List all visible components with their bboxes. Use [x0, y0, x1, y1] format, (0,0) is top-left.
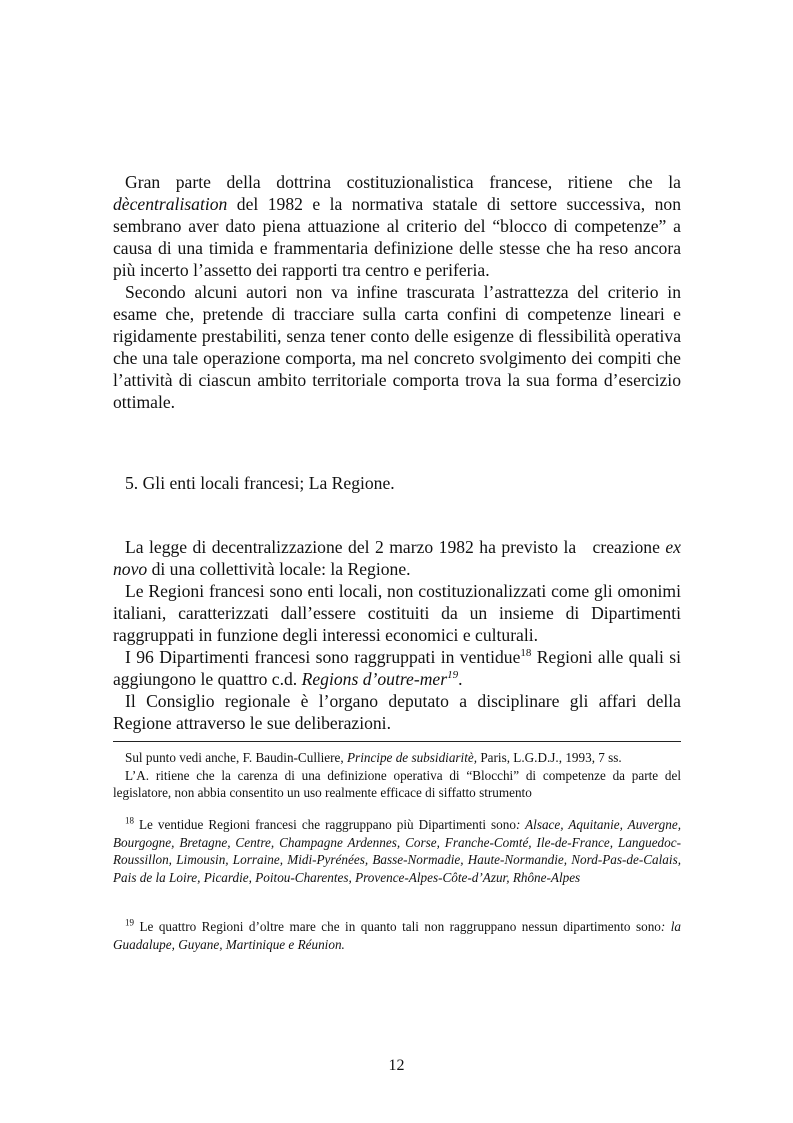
section-body-intro [113, 171, 681, 413]
text-run: Gran parte della dottrina costituzionalistica francese, ritiene che la [125, 172, 681, 192]
italic-list: : Alsace, Aquitanie, Auvergne, Bourgogne, Bretagne, Centre, Champagne Ardennes, Corse, Franche-Comté, Ile-de-France, Languedoc-Roussillon, Limousin, Lorraine, Midi-Pyrénées, Basse-Normadie, Haute-Normandie, Nord-Pas-de-Calais, Pais de la Loire, Picardie, Poitou-Charentes, Provence-Alpes-Côte-d’Azur, Rhône-Alpes [113, 817, 681, 885]
text-run: Regioni alle quali si aggiungono le quattro c.d. [113, 647, 681, 689]
text-run: La legge di decentralizzazione del 2 marzo 1982 ha previsto la creazione [125, 537, 666, 557]
footnote-line [113, 918, 681, 953]
footnote [113, 749, 681, 802]
text-run: di una collettività locale: la Regione. [147, 559, 411, 579]
footnote-ref[interactable]: 18 [520, 647, 532, 660]
footnote-line: L’A. ritiene che la carenza di una definizione operativa di “Blocchi” di competenze da parte del legislatore, non abbia consentito un uso realmente efficace di siffatto strumento [113, 767, 681, 800]
paragraph: Secondo alcuni autori non va infine trascurata l’astrattezza del criterio in esame che, pretende di tracciare sulla carta confini di competenze lineari e rigidamente prestabiliti, senza tener conto delle esigenze di flessibilità operativa che una tale operazione comporta, ma nel concreto svolgimento dei compiti che l’attività di ciascun ambito territoriale comporta trova la sua forma d’esercizio ottimale. [113, 282, 681, 412]
paragraph [113, 171, 681, 281]
text-run: Sul punto vedi anche, F. Baudin-Culliere, [125, 750, 347, 765]
footnote-number: 18 [125, 815, 134, 826]
text-run: Paris, L.G.D.J., 1993, 7 ss. [477, 750, 622, 765]
paragraph [113, 536, 681, 580]
paragraph: Il Consiglio regionale è l’organo deputato a disciplinare gli affari della Regione attraverso le sue deliberazioni. [113, 691, 681, 733]
footnote-18 [113, 816, 681, 886]
section-body-regione [113, 536, 681, 734]
section-heading: 5. Gli enti locali francesi; La Regione. [125, 473, 395, 493]
footnote-number: 19 [125, 917, 134, 928]
italic-term: Regions d’outre-mer [301, 669, 448, 689]
page-number: 12 [388, 1057, 405, 1074]
paragraph [113, 646, 681, 690]
italic-list: : la Guadalupe, Guyane, Martinique e Réunion. [113, 919, 681, 952]
text-run: I 96 Dipartimenti francesi sono raggruppati in ventidue [125, 647, 521, 667]
footnote-line [113, 749, 681, 767]
italic-title: Principe de subsidiaritè, [347, 750, 478, 765]
text-run: . [458, 669, 463, 689]
footnote-19 [113, 918, 681, 953]
text-run: Le ventidue Regioni francesi che raggruppano più Dipartimenti sono [134, 817, 516, 832]
paragraph: Le Regioni francesi sono enti locali, non costituzionalizzati come gli omonimi italiani, caratterizzati dall’essere costituiti da un insieme di Dipartimenti raggruppati in funzione degli interessi economici e culturali. [113, 581, 681, 645]
footnote-ref[interactable]: 19 [447, 669, 459, 682]
italic-term: dècentralisation [113, 194, 228, 214]
footnote-separator [113, 741, 681, 742]
italic-term: ex novo [113, 537, 681, 579]
footnote-line [113, 816, 681, 886]
text-run: Le quattro Regioni d’oltre mare che in quanto tali non raggruppano nessun dipartimento sono [134, 919, 661, 934]
text-run: del 1982 e la normativa statale di settore successiva, non sembrano aver dato piena attuazione al criterio del “blocco di competenze” a causa di una timida e frammentaria definizione delle stesse che ha reso ancora più incerto l’assetto dei rapporti tra centro e periferia. [113, 194, 681, 280]
